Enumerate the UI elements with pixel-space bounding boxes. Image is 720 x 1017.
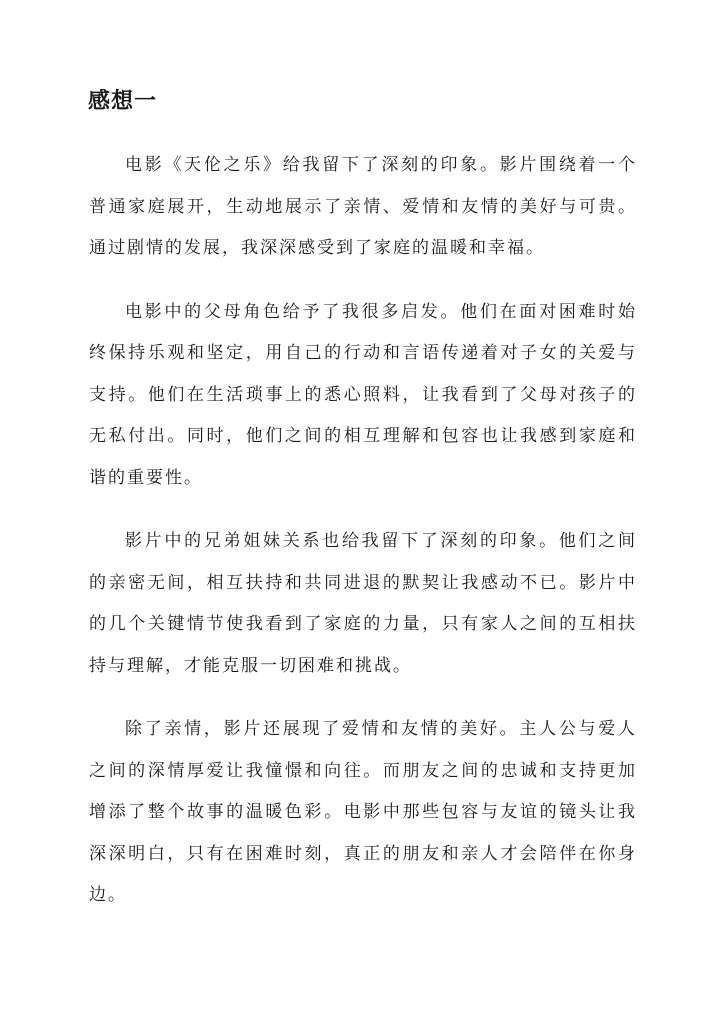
paragraph-3: 影片中的兄弟姐妹关系也给我留下了深刻的印象。他们之间的亲密无间，相互扶持和共同进退的默契让我感动不已。影片中的几个关键情节使我看到了家庭的力量，只有家人之间的互相扶持与理解，才能克服一切困难和挑战。 <box>89 531 637 676</box>
document-body <box>89 145 637 939</box>
paragraph-4: 除了亲情，影片还展现了爱情和友情的美好。主人公与爱人之间的深情厚爱让我憧憬和向往。而朋友之间的忠诚和支持更加增添了整个故事的温暖色彩。电影中那些包容与友谊的镜头让我深深明白，只有在困难时刻，真正的朋友和亲人才会陪伴在你身边。 <box>89 719 637 905</box>
page-title: 感想一 <box>88 88 158 114</box>
paragraph-2: 电影中的父母角色给予了我很多启发。他们在面对困难时始终保持乐观和坚定，用自己的行动和言语传递着对子女的关爱与支持。他们在生活琐事上的悉心照料，让我看到了父母对孩子的无私付出。同时，他们之间的相互理解和包容也让我感到家庭和谐的重要性。 <box>89 301 637 488</box>
paragraph-1: 电影《天伦之乐》给我留下了深刻的印象。影片围绕着一个普通家庭展开，生动地展示了亲情、爱情和友情的美好与可贵。通过剧情的发展，我深深感受到了家庭的温暖和幸福。 <box>89 155 637 258</box>
